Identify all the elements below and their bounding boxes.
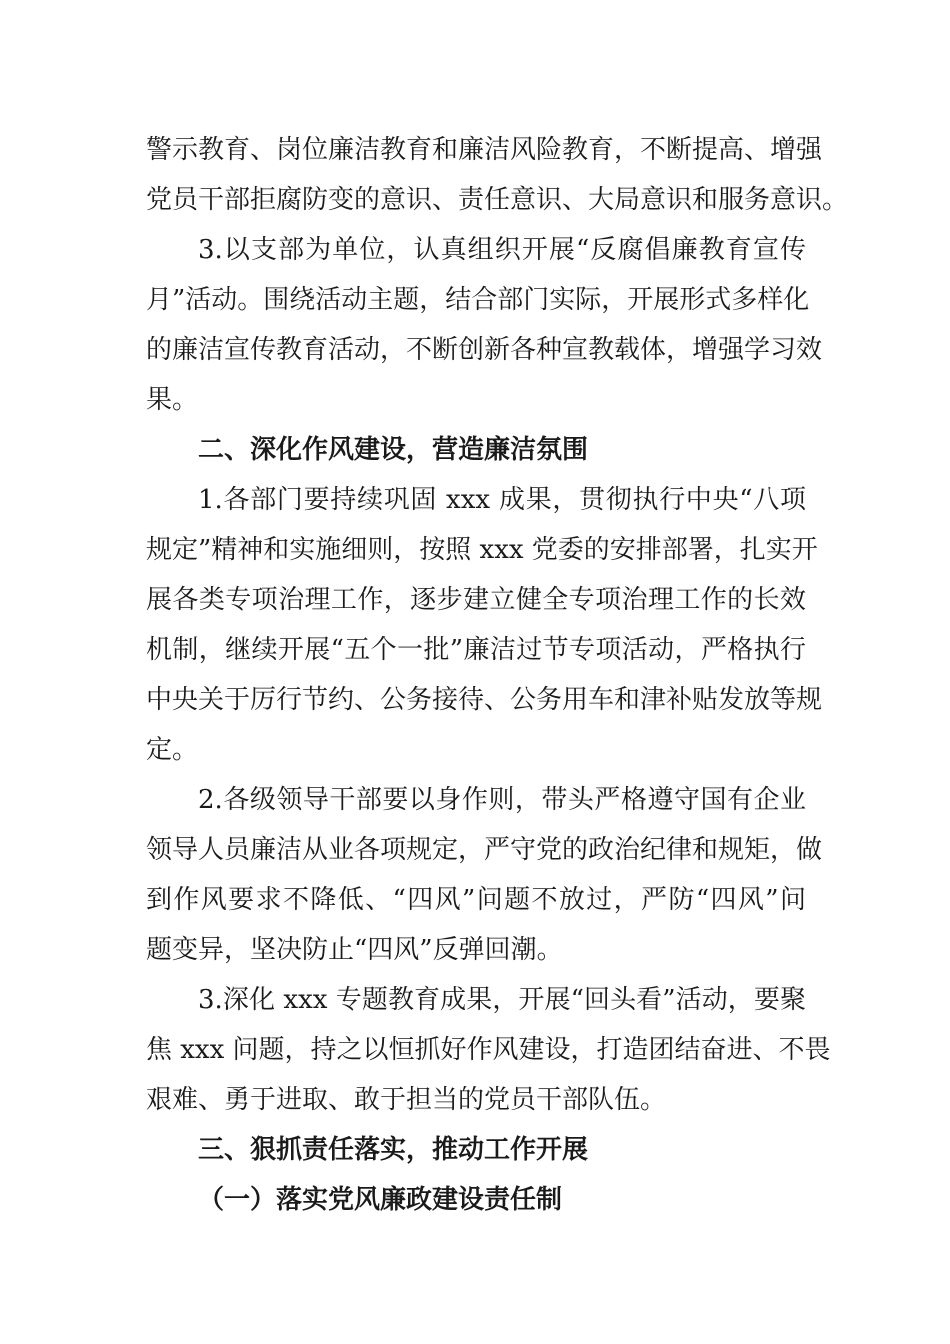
paragraph-2-line-4: 果。 [146,385,199,415]
subsection-heading-3-1: （一）落实党风廉政建设责任制 [198,1185,563,1215]
paragraph-4-line-4: 题变异，坚决防止“四风”反弹回潮。 [146,935,563,965]
paragraph-3-line-6: 定。 [146,735,199,765]
paragraph-4-line-2: 领导人员廉洁从业各项规定，严守党的政治纪律和规矩，做 [146,835,823,865]
section-heading-2: 二、深化作风建设，营造廉洁氛围 [198,435,589,465]
section-heading-3: 三、狠抓责任落实，推动工作开展 [198,1135,589,1165]
paragraph-2-line-1: 3.以支部为单位，认真组织开展“反腐倡廉教育宣传 [198,235,806,265]
paragraph-4-line-3: 到作风要求不降低、“四风”问题不放过，严防“四风”问 [146,885,806,915]
paragraph-5-line-1: 3.深化 xxx 专题教育成果，开展“回头看”活动，要聚 [198,985,806,1015]
paragraph-5-line-3: 艰难、勇于进取、敢于担当的党员干部队伍。 [146,1085,667,1115]
paragraph-2-line-2: 月”活动。围绕活动主题，结合部门实际，开展形式多样化 [146,285,810,315]
paragraph-3-line-4: 机制，继续开展“五个一批”廉洁过节专项活动，严格执行 [146,635,806,665]
paragraph-1-line-2: 党员干部拒腐防变的意识、责任意识、大局意识和服务意识。 [146,185,849,215]
paragraph-3-line-5: 中央关于厉行节约、公务接待、公务用车和津补贴发放等规 [146,685,823,715]
paragraph-5-line-2: 焦 xxx 问题，持之以恒抓好作风建设，打造团结奋进、不畏 [146,1035,831,1065]
paragraph-2-line-3: 的廉洁宣传教育活动，不断创新各种宣教载体，增强学习效 [146,335,823,365]
paragraph-4-line-1: 2.各级领导干部要以身作则，带头严格遵守国有企业 [198,785,806,815]
paragraph-1-line-1: 警示教育、岗位廉洁教育和廉洁风险教育，不断提高、增强 [146,135,823,165]
paragraph-3-line-2: 规定”精神和实施细则，按照 xxx 党委的安排部署，扎实开 [146,535,818,565]
paragraph-3-line-3: 展各类专项治理工作，逐步建立健全专项治理工作的长效 [146,585,806,615]
paragraph-3-line-1: 1.各部门要持续巩固 xxx 成果，贯彻执行中央“八项 [198,485,806,515]
